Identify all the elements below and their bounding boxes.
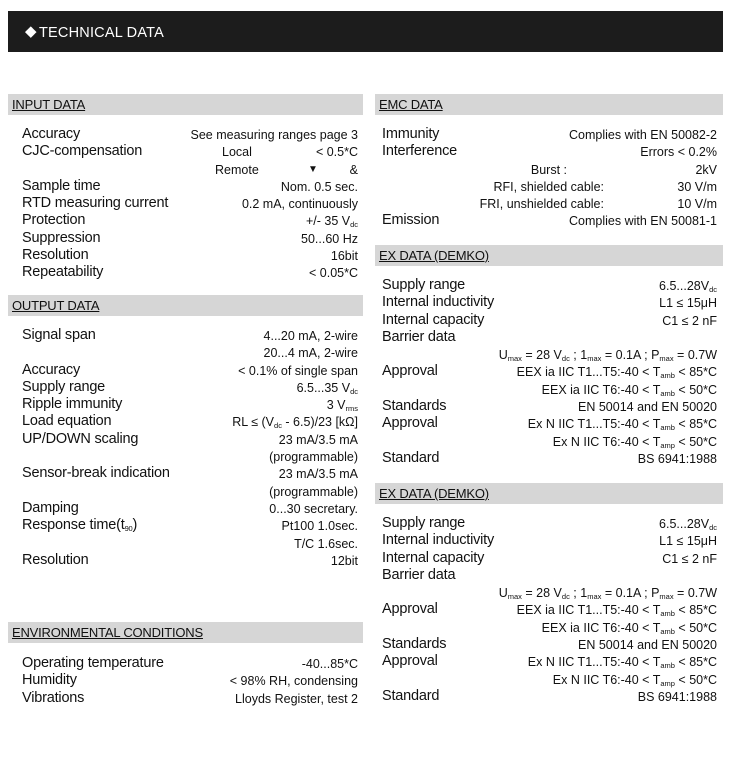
list-item: EEX ia IIC T6:-40 < $T_{amb} < 50*C$ xyxy=(541,620,717,636)
output-data-list xyxy=(22,327,358,569)
diamond-icon: ◆ xyxy=(25,23,37,40)
emc-data-list xyxy=(382,126,717,230)
list-item: Accuracy < 0.1% of single span xyxy=(22,361,358,378)
section-header-emc: EMC DATA xyxy=(375,94,723,115)
list-item: Supply range 6.5...35 $V_{dc}$ xyxy=(22,378,358,396)
environmental-list xyxy=(22,655,358,707)
list-item: Humidity < 98% RH, condensing xyxy=(22,672,358,689)
list-item: EEX ia IIC T6:-40 < $T_{amb} < 50*C$ xyxy=(541,382,717,398)
section-header-output: OUTPUT DATA xyxy=(8,295,363,316)
list-item: Standards EN 50014 and EN 50020 xyxy=(382,636,717,653)
list-item: Interference Errors < 0.2% xyxy=(382,143,717,160)
list-item: CJC-compensation Local < 0.5*C xyxy=(22,143,358,160)
list-item: Resolution 16bit xyxy=(22,247,358,264)
list-item: 20...4 mA, 2-wire xyxy=(263,346,358,361)
list-item: Internal capacity C1 ≤ 2 nF xyxy=(382,311,717,328)
list-item: Ex N IIC T6:-40 < $T_{amp} < 50*C$ xyxy=(552,434,717,450)
list-item: Approval EEX ia IIC T1...T5:-40 < $T_{amb} < 85*C$ xyxy=(382,601,717,619)
section-header-ex-data-1: EX DATA (DEMKO) xyxy=(375,245,723,266)
list-item: (programmable) xyxy=(269,450,358,465)
list-item: Protection +/- 35 $V_{dc}$ xyxy=(22,212,358,230)
list-item: Burst : 2kV xyxy=(530,162,717,177)
list-item: Vibrations Lloyds Register, test 2 xyxy=(22,689,358,706)
list-item: Approval EEX ia IIC T1...T5:-40 < $T_{amb} < 85*C$ xyxy=(382,363,717,381)
list-item: Signal span 4...20 mA, 2-wire xyxy=(22,327,358,343)
list-item: RTD measuring current 0.2 mA, continuously xyxy=(22,195,358,212)
list-item: Suppression 50...60 Hz xyxy=(22,229,358,246)
input-data-list xyxy=(22,126,358,282)
list-item: T/C 1.6sec. xyxy=(294,536,358,551)
list-item: Ripple immunity 3 $V_{rms}$ xyxy=(22,396,358,414)
list-item: Standards EN 50014 and EN 50020 xyxy=(382,398,717,415)
list-item: Standard BS 6941:1988 xyxy=(382,687,717,704)
list-item: Response $time(t_{90})$ Pt100 1.0sec. xyxy=(22,517,358,534)
ex-data-list-2 xyxy=(382,515,717,705)
list-item: Sensor-break indication 23 mA/3.5 mA xyxy=(22,465,358,482)
list-item: Barrier data xyxy=(382,566,456,583)
list-item: Standard BS 6941:1988 xyxy=(382,449,717,466)
list-item: Supply range $6.5...28V_{dc}$ xyxy=(382,515,717,532)
list-item: Internal inductivity L1 ≤ 15μH xyxy=(382,294,717,311)
list-item: Load equation RL ≤ $(V_{dc} - 6.5)/23$ [kΩ] xyxy=(22,413,358,431)
list-item: Internal capacity C1 ≤ 2 nF xyxy=(382,549,717,566)
list-item: Approval Ex N IIC T1...T5:-40 < $T_{amb} < 85*C$ xyxy=(382,415,717,433)
list-item: FRI, unshielded cable: 10 V/m xyxy=(479,197,717,212)
list-item: Operating temperature -40...85*C xyxy=(22,655,358,671)
list-item: Remote ▼ & xyxy=(215,162,358,177)
section-header-input: INPUT DATA xyxy=(8,94,363,115)
list-item: Barrier data xyxy=(382,328,456,345)
list-item: $U_{max} = 28$ $V_{dc}$ ; $1_{max} = 0.1A$ ; $P_{max} = 0.7W$ xyxy=(498,586,717,602)
ex-data-list-1 xyxy=(382,277,717,467)
list-item: Immunity Complies with EN 50082-2 xyxy=(382,126,717,142)
list-item: Emission Complies with EN 50081-1 xyxy=(382,212,717,229)
page-title: TECHNICAL DATA xyxy=(39,25,164,41)
list-item: Repeatability < 0.05*C xyxy=(22,264,358,281)
list-item: Approval Ex N IIC T1...T5:-40 < $T_{amb} < 85*C$ xyxy=(382,653,717,671)
section-header-ex-data-2: EX DATA (DEMKO) xyxy=(375,483,723,504)
list-item: Damping 0...30 secretary. xyxy=(22,499,358,516)
list-item: RFI, shielded cable: 30 V/m xyxy=(493,179,717,194)
list-item: (programmable) xyxy=(269,484,358,499)
list-item: Supply range $6.5...28V_{dc}$ xyxy=(382,277,717,294)
list-item: Sample time Nom. 0.5 sec. xyxy=(22,177,358,194)
list-item: Internal inductivity L1 ≤ 15μH xyxy=(382,532,717,549)
list-item: UP/DOWN scaling 23 mA/3.5 mA xyxy=(22,430,358,447)
list-item: Accuracy See measuring ranges page 3 xyxy=(22,126,358,142)
list-item: Resolution 12bit xyxy=(22,551,358,568)
header-bar xyxy=(8,11,723,52)
list-item: $U_{max} = 28$ $V_{dc}$ ; $1_{max} = 0.1A$ ; $P_{max} = 0.7W$ xyxy=(498,348,717,364)
arrow-down-icon: ▼ xyxy=(308,163,318,175)
list-item: Ex N IIC T6:-40 < $T_{amp} < 50*C$ xyxy=(552,672,717,688)
section-header-environmental: ENVIRONMENTAL CONDITIONS xyxy=(8,622,363,643)
